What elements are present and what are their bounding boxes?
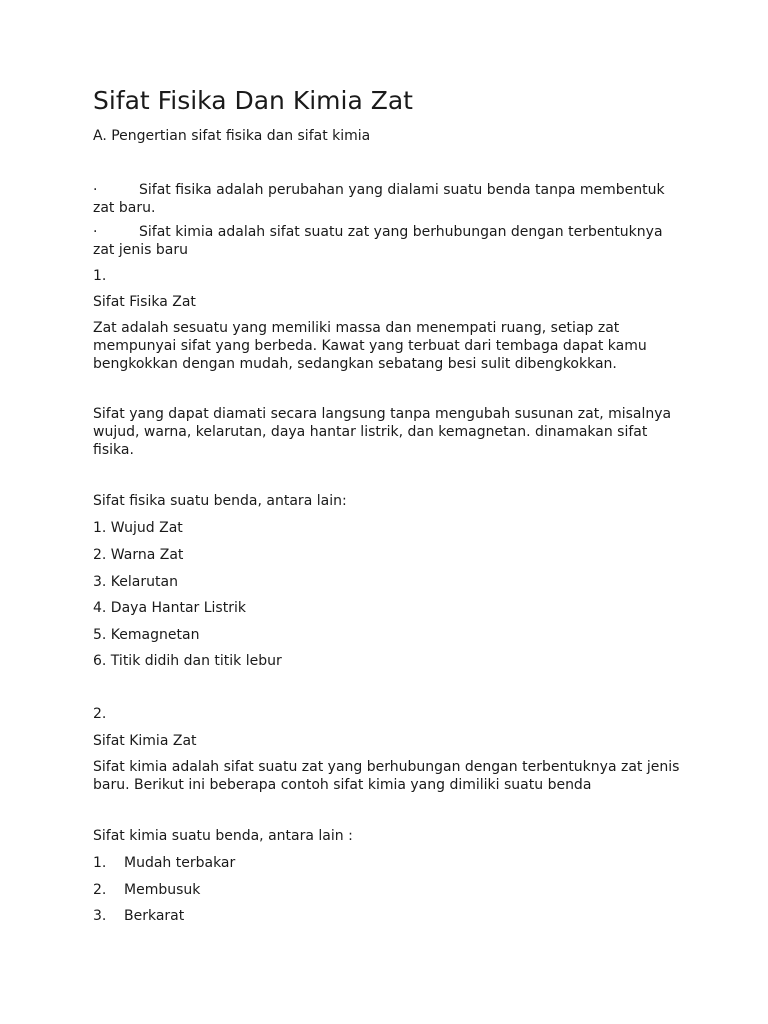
list-item: 1. Wujud Zat — [93, 520, 183, 536]
list-text: Mudah terbakar — [124, 855, 236, 871]
list-item: 4. Daya Hantar Listrik — [93, 600, 246, 616]
bullet-marker: · — [93, 182, 98, 198]
section-2-paragraph: Sifat kimia adalah sifat suatu zat yang berhubungan dengan terbentuknya zat jenis baru. Berikut ini beberapa contoh sifat kimia yang dimiliki suatu benda — [93, 759, 680, 793]
list-number: 3. — [93, 908, 107, 924]
bullet-item — [93, 181, 683, 217]
bullet-marker: · — [93, 224, 98, 240]
section-1-number: 1. — [93, 268, 107, 284]
section-1-paragraph: Zat adalah sesuatu yang memiliki massa dan menempati ruang, setiap zat mempunyai sifat yang berbeda. Kawat yang terbuat dari tembaga dapat kamu bengkokkan dengan mudah, sedangkan sebatang besi sulit dibengkokkan. — [93, 320, 647, 372]
list-item: 2. Warna Zat — [93, 547, 184, 563]
section-2-heading: Sifat Kimia Zat — [93, 733, 197, 749]
bullet-text: Sifat kimia adalah sifat suatu zat yang berhubungan dengan terbentuknya zat jenis baru — [93, 224, 663, 258]
section-1-paragraph: Sifat yang dapat diamati secara langsung tanpa mengubah susunan zat, misalnya wujud, warna, kelarutan, daya hantar listrik, dan kemagnetan. dinamakan sifat fisika. — [93, 406, 672, 458]
list-item: 3. Kelarutan — [93, 574, 178, 590]
section-1-heading: Sifat Fisika Zat — [93, 294, 196, 310]
section-2-list-intro: Sifat kimia suatu benda, antara lain : — [93, 828, 353, 844]
bullet-text: Sifat fisika adalah perubahan yang dialami suatu benda tanpa membentuk zat baru. — [93, 182, 665, 216]
list-text: Berkarat — [124, 908, 185, 924]
list-item — [93, 907, 184, 925]
section-2-number: 2. — [93, 706, 107, 722]
document-title: Sifat Fisika Dan Kimia Zat — [93, 86, 413, 115]
list-number: 1. — [93, 855, 107, 871]
list-number: 2. — [93, 882, 107, 898]
section-a-heading: A. Pengertian sifat fisika dan sifat kimia — [93, 128, 371, 144]
list-item: 5. Kemagnetan — [93, 627, 200, 643]
list-item — [93, 881, 200, 899]
section-1-list-intro: Sifat fisika suatu benda, antara lain: — [93, 493, 347, 509]
list-item — [93, 854, 235, 872]
list-text: Membusuk — [124, 882, 201, 898]
list-item: 6. Titik didih dan titik lebur — [93, 653, 282, 669]
bullet-item — [93, 223, 683, 259]
